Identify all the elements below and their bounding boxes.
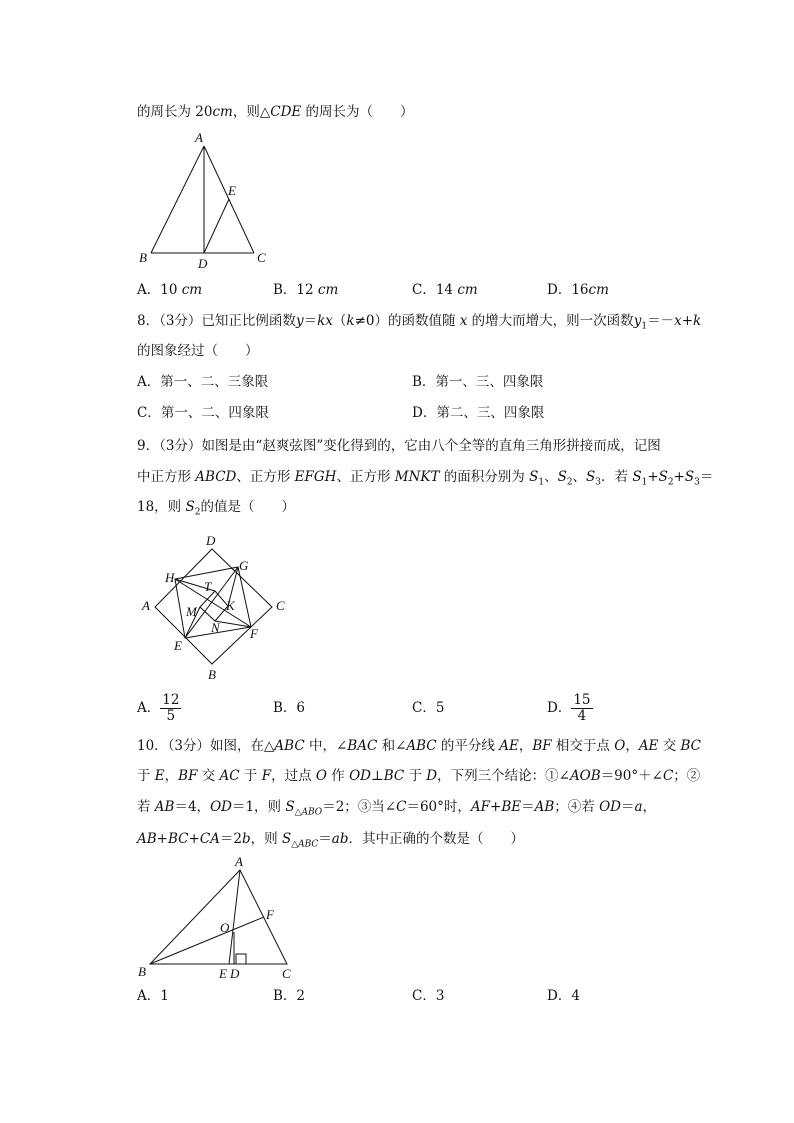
q10-text: 若: [137, 799, 155, 815]
q8-text: 的增大而增大，则一次函数: [467, 313, 634, 329]
q10-var: AE: [499, 738, 519, 754]
q10-label-c: C: [282, 966, 291, 981]
option-letter: B．: [273, 700, 297, 716]
q10-var: C: [662, 768, 674, 784]
fraction-numerator: 12: [162, 692, 180, 708]
q7-label-b: B: [139, 250, 147, 265]
q10-var: C: [396, 799, 407, 815]
q9-subscript: 3: [595, 477, 602, 488]
q10-text: 如图，在△: [210, 738, 275, 754]
q10-text: ，下列三个结论：①∠: [437, 768, 570, 784]
q9-subscript: 1: [641, 477, 648, 488]
q10-subscript: △ABC: [291, 839, 319, 850]
q10-var: S: [281, 831, 292, 847]
q9-text: 、: [572, 469, 587, 485]
fraction-denominator: 5: [166, 708, 176, 724]
q9-text: 中正方形: [137, 469, 196, 485]
q9-label-k: K: [226, 598, 235, 613]
q10-var: AE: [638, 738, 659, 754]
q9-label-t: T: [204, 579, 212, 594]
q10-subscript: △ABO: [294, 807, 323, 818]
question-number: 8．: [137, 313, 160, 329]
question-number: 9．: [137, 438, 160, 454]
q10-text: 相交于点: [551, 738, 615, 754]
question-number: 10．: [137, 738, 168, 754]
q10-text: 交: [658, 738, 681, 754]
q9-var: S: [586, 469, 596, 485]
q10-text: 的平分线: [436, 738, 500, 754]
q10-var: OD: [210, 799, 232, 815]
q7-unit: cm: [212, 104, 233, 120]
option-letter: C．: [412, 988, 436, 1004]
q10-var: BE: [501, 799, 522, 815]
q8-var: k: [346, 313, 355, 329]
q10-var: ABC: [274, 738, 305, 754]
q8-var: x: [459, 313, 468, 329]
option-letter: C．: [137, 405, 161, 421]
option-unit: cm: [181, 282, 203, 298]
q9-text: +: [647, 469, 659, 485]
q8-text: ＝: [303, 313, 318, 329]
q10-var: BF: [178, 768, 198, 784]
q10-text: ；④若: [554, 799, 600, 815]
q10-text: ，: [625, 738, 639, 754]
q10-var: O: [315, 768, 327, 784]
q9-text: 、正方形: [336, 469, 395, 485]
option-letter: C．: [412, 282, 436, 298]
option-text: 第二、三、四象限: [436, 405, 545, 421]
q9-var: ABCD: [195, 469, 237, 485]
option-text: 1: [160, 988, 169, 1004]
q10-var: ABC: [406, 738, 437, 754]
q7-label-d: D: [198, 256, 208, 271]
option-value: 10: [160, 282, 182, 298]
q9-label-n: N: [211, 620, 220, 635]
q9-subscript: 2: [194, 507, 201, 518]
q8-subscript: 1: [641, 321, 648, 332]
option-value: 16: [571, 282, 589, 298]
q10-var: b: [242, 831, 251, 847]
option-text: 5: [435, 700, 445, 716]
option-letter: A．: [137, 700, 161, 716]
q10-text: ＝: [521, 799, 535, 815]
q8-var: y: [295, 313, 304, 329]
q10-right-angle-mark: [236, 954, 246, 964]
q10-var: BC: [680, 738, 702, 754]
q9-label-f: F: [250, 626, 258, 641]
option-letter: D．: [547, 988, 572, 1004]
q10-var: AF: [470, 799, 491, 815]
q10-text: 中，∠: [304, 738, 348, 754]
q9-label-d: D: [206, 533, 216, 548]
q9-label-g: G: [239, 558, 249, 573]
q10-text: 于: [404, 768, 427, 784]
q10-text: ，则: [250, 831, 282, 847]
q10-text: ，过点: [271, 768, 316, 784]
q10-var: BC: [383, 768, 405, 784]
question-score: （3分）: [159, 313, 202, 329]
q10-label-e: E: [219, 966, 227, 981]
option-text: 6: [296, 700, 306, 716]
option-letter: D．: [547, 282, 572, 298]
q9-text: ＝: [699, 469, 714, 485]
q10-bisector-bf: [150, 917, 264, 964]
q9-label-e: E: [174, 638, 182, 653]
q8-text: （: [332, 313, 347, 329]
q10-text: ＝4，: [174, 799, 211, 815]
q9-label-b: B: [208, 667, 216, 682]
q10-var: AB: [154, 799, 175, 815]
q9-var: S: [185, 499, 195, 515]
q9-var: EFGH: [294, 469, 337, 485]
q9-label-c: C: [276, 598, 285, 613]
q10-var: OD: [349, 768, 371, 784]
fraction-numerator: 15: [573, 692, 591, 708]
q8-var: k: [693, 313, 702, 329]
q10-text: ＝2；③当∠: [322, 799, 397, 815]
option-letter: C．: [412, 700, 436, 716]
option-text: 4: [571, 988, 580, 1004]
option-letter: D．: [412, 405, 437, 421]
option-text: 第一、三、四象限: [435, 374, 544, 390]
fraction-denominator: 4: [577, 708, 587, 724]
q10-var: a: [634, 799, 643, 815]
q10-text: ＝60°时，: [406, 799, 471, 815]
option-letter: B．: [412, 374, 436, 390]
q10-label-b: B: [138, 964, 146, 979]
q10-var: OD: [599, 799, 621, 815]
q10-label-d: D: [230, 966, 240, 981]
q10-text: ，: [518, 738, 533, 754]
q10-var: AB: [534, 799, 555, 815]
q10-text: ＝: [620, 799, 635, 815]
q10-option-a[interactable]: [137, 986, 169, 1006]
q10-var: AC: [219, 768, 240, 784]
option-letter: A．: [137, 988, 161, 1004]
q9-label-h: H: [165, 570, 175, 585]
question-score: （3分）: [159, 438, 202, 454]
q10-text: +: [156, 831, 168, 847]
option-value: 14: [435, 282, 458, 298]
q10-var: S: [285, 799, 295, 815]
q9-text: 18，则: [137, 499, 186, 515]
q10-text: 交: [197, 768, 220, 784]
q8-text: 已知正比例函数: [201, 313, 296, 329]
option-letter: D．: [547, 700, 572, 716]
q9-label-m: M: [186, 604, 197, 619]
option-letter: B．: [273, 282, 297, 298]
q9-subscript: 3: [694, 477, 700, 488]
q7-triangle-name: CDE: [270, 104, 302, 120]
q9-subscript: 1: [538, 477, 545, 488]
q10-text: 和∠: [377, 738, 407, 754]
q10-option-c[interactable]: [412, 986, 444, 1006]
option-unit: cm: [317, 282, 339, 298]
option-text: 2: [296, 988, 306, 1004]
q10-var: E: [154, 768, 165, 784]
q10-label-f: F: [266, 907, 274, 922]
q9-subscript: 2: [667, 477, 674, 488]
q10-text: +: [188, 831, 200, 847]
option-text: 3: [435, 988, 445, 1004]
option-unit: cm: [588, 282, 609, 298]
q8-stem-line2: 的图象经过（ ）: [137, 343, 259, 359]
q10-var: O: [614, 738, 626, 754]
q10-var: BAC: [347, 738, 378, 754]
q10-text: ．其中正确的个数是（ ）: [348, 831, 524, 847]
q8-text: ＝－: [647, 313, 675, 329]
q7-text: 的周长为 20: [137, 104, 213, 120]
q8-var: kx: [317, 313, 333, 329]
q10-label-o: O: [220, 920, 230, 935]
q10-text: 于: [239, 768, 262, 784]
q10-var: BC: [167, 831, 189, 847]
option-letter: B．: [273, 988, 297, 1004]
q10-text: ，: [642, 799, 657, 815]
q9-var: MNKT: [394, 469, 440, 485]
q9-text: 、正方形: [236, 469, 295, 485]
q10-text: ，: [164, 768, 179, 784]
q10-var: F: [261, 768, 272, 784]
q9-text: 、: [544, 469, 558, 485]
q9-text: 的值是（ ）: [200, 499, 295, 515]
option-letter: A．: [137, 374, 161, 390]
q9-var: S: [557, 469, 567, 485]
q10-text: 于: [137, 768, 155, 784]
q9-text: 如图是由“赵爽弦图”变化得到的，它由八个全等的直角三角形拼接而成，记图: [201, 438, 661, 454]
q7-label-c: C: [257, 250, 266, 265]
q9-var: S: [658, 469, 668, 485]
q10-var: CA: [199, 831, 220, 847]
q9-var: S: [529, 469, 539, 485]
option-text: 第一、二、三象限: [160, 374, 269, 390]
option-unit: cm: [457, 282, 478, 298]
q10-var: AOB: [569, 768, 601, 784]
q10-var: D: [426, 768, 438, 784]
q10-var: BF: [532, 738, 552, 754]
q10-label-a: A: [235, 854, 243, 869]
q9-var: S: [632, 469, 642, 485]
q9-label-a: A: [142, 598, 150, 613]
q10-text: ＝2: [219, 831, 242, 847]
option-letter: A．: [137, 282, 161, 298]
q8-var: x: [674, 313, 682, 329]
q9-text: ．若: [601, 469, 633, 485]
q10-var: ab: [331, 831, 349, 847]
q9-subscript: 2: [566, 477, 573, 488]
q10-text: 作: [326, 768, 350, 784]
q10-option-d[interactable]: [547, 986, 580, 1006]
q8-text: +: [681, 313, 693, 329]
q9-text: +: [673, 469, 685, 485]
q10-text: ＝90°＋∠: [600, 768, 663, 784]
q10-text: ；②: [673, 768, 701, 784]
q9-text: 的面积分别为: [439, 469, 530, 485]
q7-label-a: A: [195, 130, 203, 145]
q10-text: ＝: [318, 831, 332, 847]
q8-text: ≠0）的函数值随: [354, 313, 460, 329]
q10-text: ＝1，则: [231, 799, 286, 815]
q10-text: +: [490, 799, 502, 815]
q8-var: y: [633, 313, 642, 329]
question-score: （3分）: [167, 738, 211, 754]
option-value: 12: [296, 282, 318, 298]
q10-text: ⊥: [370, 768, 384, 784]
q9-var: S: [684, 469, 695, 485]
q7-text-mid: ，则△: [232, 104, 271, 120]
q7-label-e: E: [228, 183, 236, 198]
option-text: 第一、二、四象限: [160, 405, 269, 421]
q10-option-b[interactable]: [273, 986, 305, 1006]
q7-text-end: 的周长为（ ）: [301, 104, 414, 120]
q10-var: AB: [137, 831, 157, 847]
